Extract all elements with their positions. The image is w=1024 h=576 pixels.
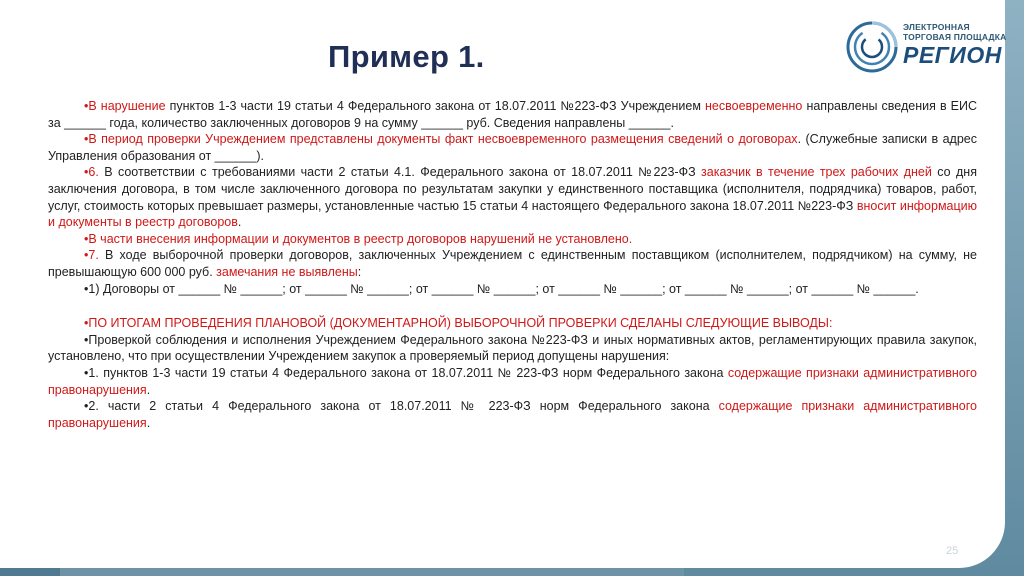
text-span: •В период проверки [84,132,201,147]
paragraph-contracts-list: •1) Договоры от ______ № ______; от ______ № ______; от ______ № ______; от ______ № ______; от ______ № ______; от ______ № ______. [84,281,919,296]
slide-content [48,98,977,431]
text-span: •В нарушение [84,99,166,113]
paragraph-conclusion-1 [48,365,977,398]
logo-name: РЕГИОН [903,42,1002,68]
spacer [48,297,977,315]
text-span: Учреждением представлены документы факт несвоевременного размещения сведений о договорах [200,132,798,147]
text-span: . (Служебные записки в адрес Управления образования от ______). [48,132,977,163]
text-span: направлены сведения в ЕИС за ______ года, количество заключенных договоров 9 на сумму ______ руб. Сведения направлены ______. [48,99,978,130]
text-span: замечания не выявлены [216,264,358,279]
text-span: заказчик в течение трех рабочих дней [701,165,932,180]
text-span: . [237,215,242,230]
paragraph-item-7 [48,247,977,280]
region-logo [845,14,1015,80]
text-span: содержащие признаки административного правонарушения [48,365,977,397]
paragraph-conclusion-2 [48,398,977,431]
text-span: вносит информацию и документы в реестр договоров [48,198,978,230]
paragraph-conclusions-text: •Проверкой соблюдения и исполнения Учреждением Федерального закона №223-ФЗ и иных нормативных актов, регламентирующих правила закупок, установлено, что при осуществлении Учреждением закупок а проверяемый период допущены нарушения: [48,332,977,364]
text-span: •2. части 2 статьи 4 Федерального закона от 18.07.2011 № 223-ФЗ норм Федерального закона [84,399,719,414]
text-span: несвоевременно [705,99,803,113]
text-span: . [146,382,151,397]
text-span: : [357,264,362,279]
text-span: В ходе выборочной проверки договоров, заключенных Учреждением с единственным поставщиком (исполнителем, подрядчиком) на сумму, не превышающую 600 000 руб. [48,248,977,279]
paragraph-item-6 [48,164,977,230]
text-span: •7. [84,248,99,263]
text-span: •1. пунктов 1-3 части 19 статьи 4 Федерального закона от 18.07.2011 № 223-ФЗ норм Федерального закона [84,365,728,380]
text-span: В соответствии с требованиями части 2 статьи 4.1. Федерального закона от 18.07.2011 №223-ФЗ [98,165,702,180]
text-span: со дня заключения договора, в том числе заключенного договора по результатам закупки у единственного поставщика (исполнителя, подрядчика) товаров, работ, услуг, стоимость которых превышает размеры, установленные частью 15 статьи 4 настоящего Федерального закона 18.07.2011 №223-ФЗ [48,165,977,213]
text-span: пунктов 1-3 части 19 статьи 4 Федерального закона от 18.07.2011 №223-ФЗ Учреждением [165,99,706,113]
text-span: •6. [84,165,99,180]
paragraph-conclusions-heading: •ПО ИТОГАМ ПРОВЕДЕНИЯ ПЛАНОВОЙ (ДОКУМЕНТАРНОЙ) ВЫБОРОЧНОЙ ПРОВЕРКИ СДЕЛАНЫ СЛЕДУЮЩИЕ ВЫВОДЫ: [84,316,833,331]
text-span: . [146,415,151,430]
text-span: содержащие признаки административного правонарушения [48,399,977,430]
paragraph-no-violations: •В части внесения информации и документов в реестр договоров нарушений не установлено. [84,231,633,246]
logo-line-2: ТОРГОВАЯ ПЛОЩАДКА [903,32,1007,42]
page-number: 25 [946,545,959,557]
paragraph-inspection-period [48,131,977,164]
slide-title: Пример 1. [328,39,485,74]
logo-line-1: ЭЛЕКТРОННАЯ [903,22,970,32]
logo-emblem-icon [845,20,899,74]
paragraph-violation [48,98,977,131]
